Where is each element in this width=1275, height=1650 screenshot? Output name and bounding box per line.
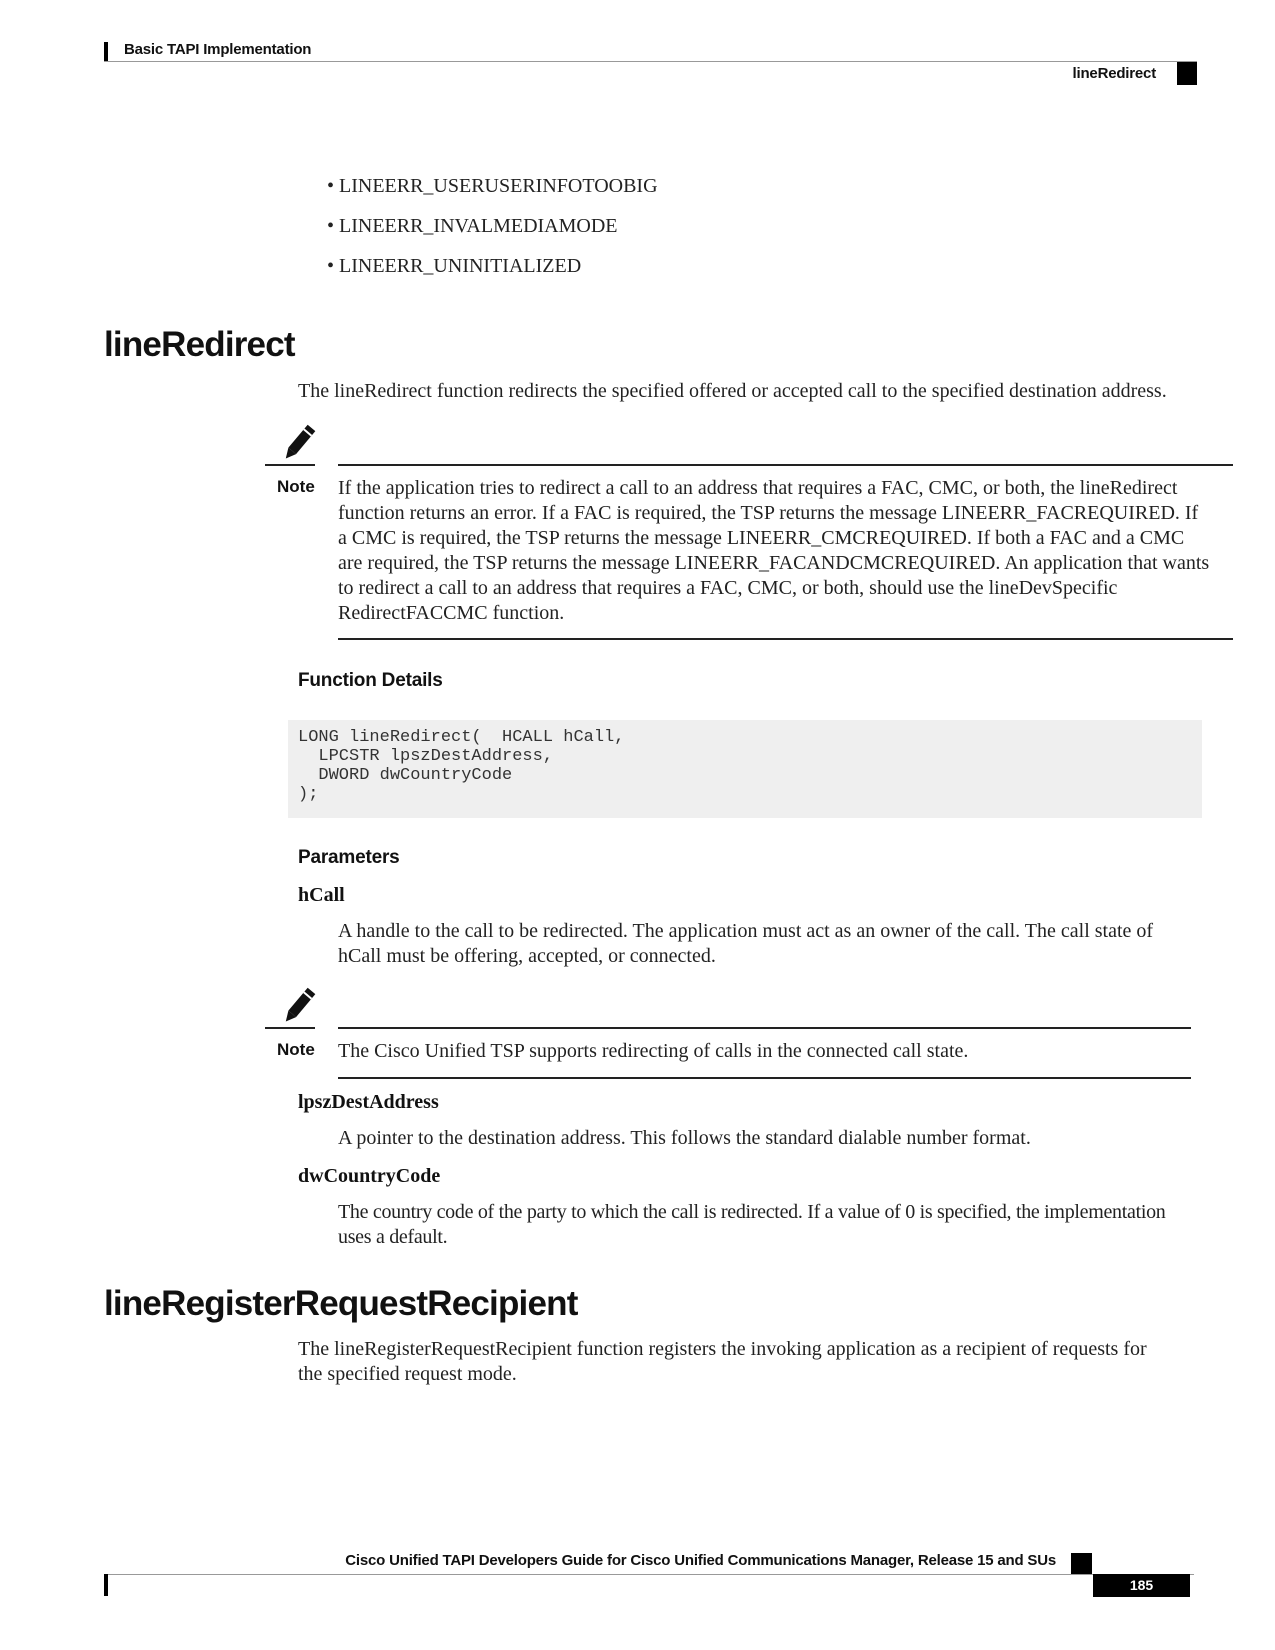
header-block [1177, 62, 1197, 85]
param-name-hcall: hCall [298, 884, 345, 906]
section-heading-lineregisterrequestrecipient: lineRegisterRequestRecipient [104, 1284, 578, 1323]
header-rule [104, 61, 1197, 62]
note-text: The Cisco Unified TSP supports redirecting of calls in the connected call state. [338, 1040, 969, 1062]
header-section-title: lineRedirect [1072, 65, 1156, 82]
param-desc-hcall: A handle to the call to be redirected. The application must act as an owner of the call. The call state of hCall must be offering, accepted, or connected. [338, 920, 1154, 967]
function-signature: LONG lineRedirect( HCALL hCall, LPCSTR lpszDestAddress, DWORD dwCountryCode ); [298, 728, 625, 804]
code-block [288, 720, 1202, 818]
list-item: • LINEERR_INVALMEDIAMODE [327, 215, 618, 237]
list-item: • LINEERR_USERUSERINFOTOOBIG [327, 175, 658, 197]
pencil-icon [275, 984, 321, 1030]
note-bottom-rule [338, 638, 1233, 640]
note-label: Note [277, 477, 315, 496]
note-label: Note [277, 1040, 315, 1059]
parameters-heading: Parameters [298, 847, 400, 868]
list-item: • LINEERR_UNINITIALIZED [327, 255, 582, 277]
pencil-icon [275, 421, 321, 467]
section-heading-lineredirect: lineRedirect [104, 325, 295, 364]
header-bar [104, 42, 108, 61]
note-text: If the application tries to redirect a call to an address that requires a FAC, CMC, or both, the lineRedirect function returns an error. If a FAC is required, the TSP returns the message LINEERR_FACREQUIRED. If a CMC is required, the TSP returns the message LINEERR_CMCREQUIRED. If both a FAC and a CMC are required, the TSP returns the message LINEERR_FACANDCMCREQUIRED. An application that wants to redirect a call to an address that requires a FAC, CMC, or both, should use the lineDevSpecific RedirectFACCMC function. [338, 477, 1210, 624]
note-icon-rule [265, 1027, 315, 1029]
note-bottom-rule [338, 1077, 1191, 1079]
param-desc-lpszdestaddress: A pointer to the destination address. This follows the standard dialable number format. [338, 1127, 1031, 1149]
page-number: 185 [1093, 1574, 1190, 1597]
footer-bar [104, 1574, 108, 1596]
note-top-rule [338, 464, 1233, 466]
note-top-rule [338, 1027, 1191, 1029]
header-chapter-title: Basic TAPI Implementation [124, 41, 312, 58]
footer-title: Cisco Unified TAPI Developers Guide for Cisco Unified Communications Manager, Release 15 and SUs [345, 1552, 1056, 1569]
param-name-lpszdestaddress: lpszDestAddress [298, 1091, 439, 1113]
lineredirect-description: The lineRedirect function redirects the specified offered or accepted call to the specified destination address. [298, 380, 1167, 402]
lineregister-description: The lineRegisterRequestRecipient function registers the invoking application as a recipient of requests for the specified request mode. [298, 1338, 1147, 1385]
footer-block [1071, 1553, 1092, 1575]
param-name-dwcountrycode: dwCountryCode [298, 1165, 441, 1187]
footer-rule [104, 1574, 1194, 1575]
function-details-heading: Function Details [298, 670, 443, 691]
note-icon-rule [265, 464, 315, 466]
param-desc-dwcountrycode: The country code of the party to which the call is redirected. If a value of 0 is specified, the implementation uses a default. [338, 1201, 1166, 1248]
